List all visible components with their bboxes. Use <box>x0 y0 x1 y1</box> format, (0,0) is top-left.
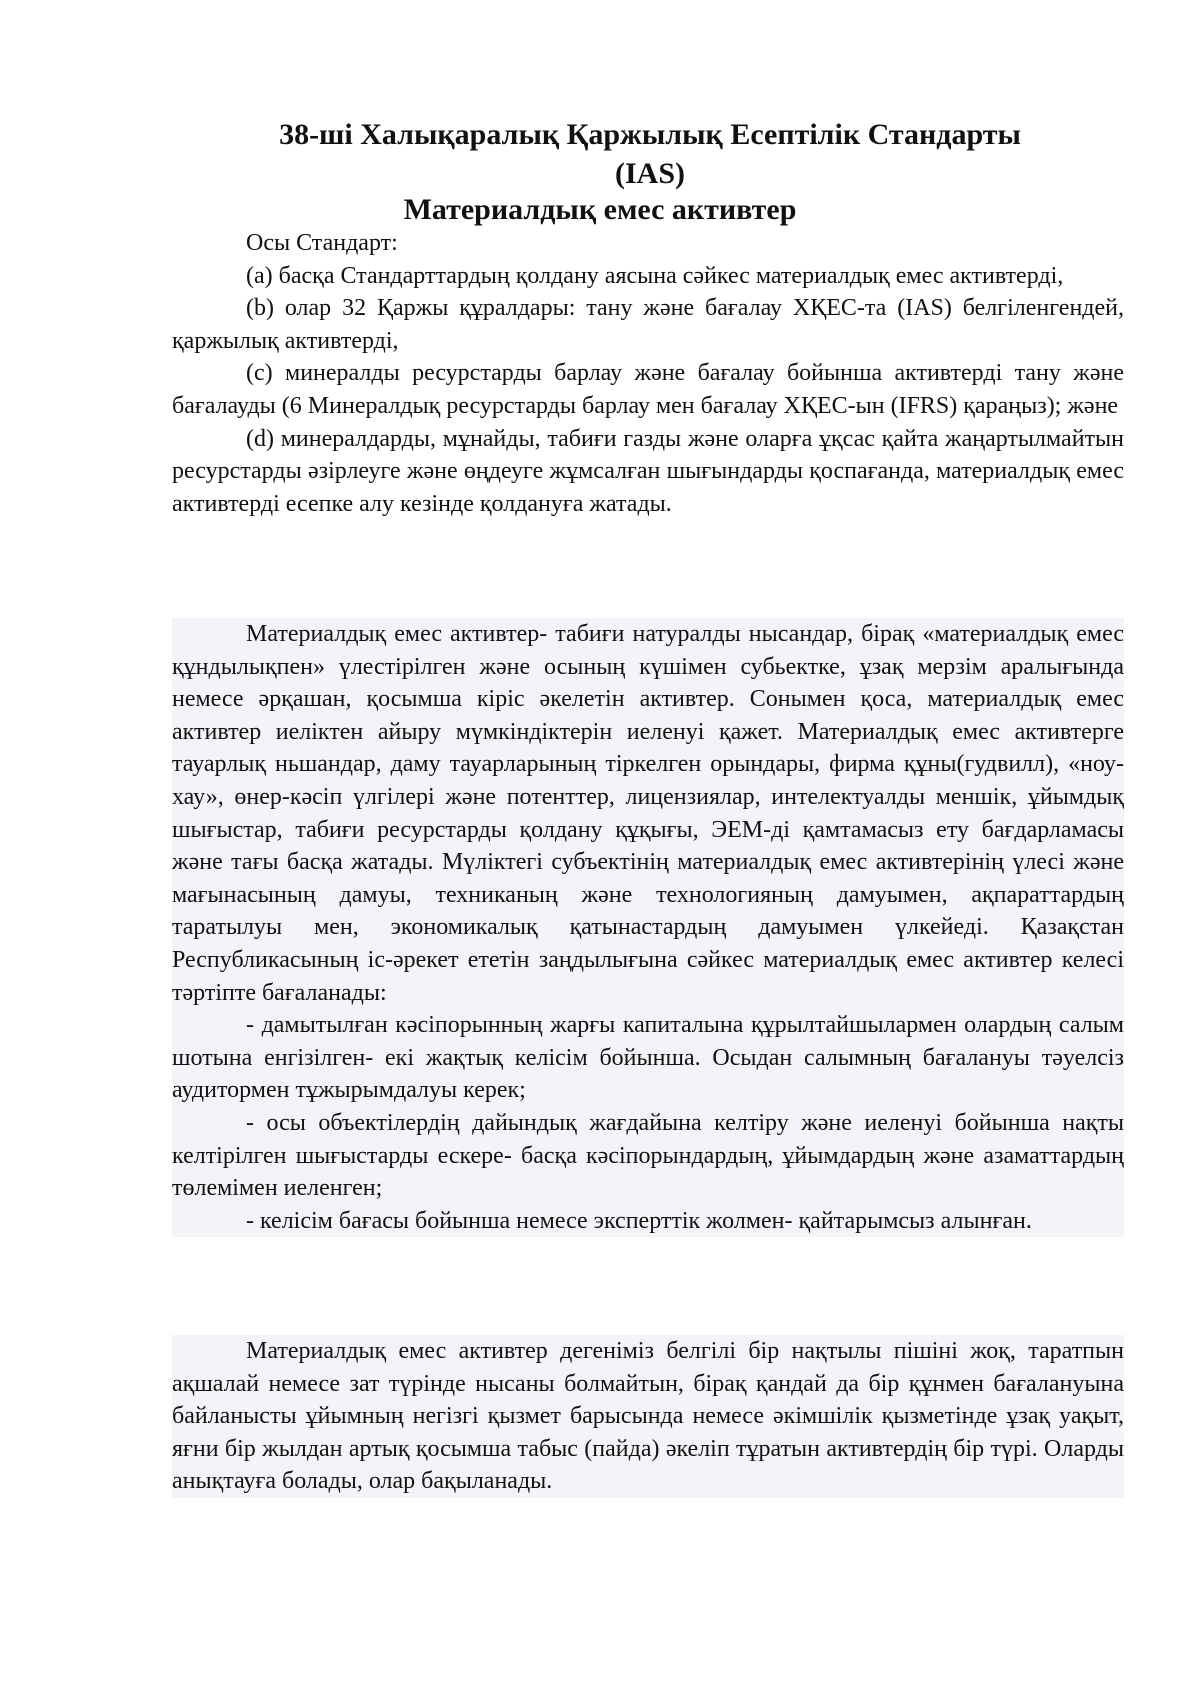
valuation-item: - дамытылған кәсіпорынның жарғы капиталына құрылтайшылармен олардың салым шотына енгізілген- екі жақтық келісім бойынша. Осыдан салымның бағалануы тәуелсіз аудитормен тұжырымдалуы керек; <box>172 1012 1124 1104</box>
scope-item-d: (d) минералдарды, мұнайды, табиғи газды және оларға ұқсас қайта жаңартылмайтын ресурстарды әзірлеуге және өңдеуге жұмсалған шығындарды қоспағанда, материалдық емес активтерді есепке алу кезінде қолдануға жатады. <box>172 425 1124 517</box>
document-title: 38-ші Халықаралық Қаржылық Есептілік Стандарты <box>279 118 1021 151</box>
closing-section <box>172 1335 1124 1498</box>
scope-lead: Осы Стандарт: <box>246 230 398 256</box>
scope-section <box>172 227 1124 520</box>
scope-item-c: (c) минералды ресурстарды барлау және бағалау бойынша активтерді тану және бағалауды (6 Минералдық ресурстарды барлау мен бағалау ХҚЕС-ын (IFRS) қараңыз); және <box>172 360 1124 419</box>
valuation-item: - осы объектілердің дайындық жағдайына келтіру және иеленуі бойынша нақты келтірілген шығыстарды ескере- басқа кәсіпорындардың, ұйымдардың және азаматтардың төлемімен иеленген; <box>172 1109 1124 1202</box>
closing-paragraph: Материалдық емес активтер дегеніміз белгілі бір нақтылы пішіні жоқ, таратпын ақшалай немесе зат түрінде нысаны болмайтын, бірақ қандай да бір құнмен бағалануына байланысты ұйымның негізгі қызмет барысында немесе әкімшілік қызметінде ұзақ уақыт, яғни бір жылдан артық қосымша табыс (пайда) әкеліп тұратын активтердің бір түрі. Оларды анықтауға болады, олар бақыланады. <box>172 1338 1124 1495</box>
definition-paragraph: Материалдық емес активтер- табиғи натуралды нысандар, бірақ «материалдық емес құндылықпен» үлестірілген және осының күшімен субьектке, ұзақ мерзім аралығында немесе әрқашан, қосымша кіріс әкелетін активтер. Сонымен қоса, материалдық емес активтер иеліктен айыру мүмкіндіктерін иеленуі қажет. Материалдық емес активтерге тауарлық ньшандар, даму тауарларының тіркелген орындары, фирма құны(гудвилл), «ноу-хау», өнер-кәсіп үлгілері және потенттер, лицензиялар, интелектуалды меншік, ұйымдық шығыстар, табиғи ресурстарды қолдану құқығы, ЭЕМ-ді қамтамасыз ету бағдарламасы және тағы басқа жатады. Мүліктегі субъектінің материалдық емес активтерінің үлесі және мағынасының дамуы, техниканың және технологияның дамуымен, ақпараттардың таратылуы мен, экономикалық қатынастардың дамуымен үлкейеді. Қазақстан Республикасының іс-әрекет ететін заңдылығына сәйкес материалдық емес активтер келесі тәртіпте бағаланады: <box>172 621 1124 1006</box>
scope-item-b: (b) олар 32 Қаржы құралдары: тану және бағалау ХҚЕС-та (IAS) белгіленгендей, қаржылық активтерді, <box>172 295 1124 354</box>
definition-section <box>172 618 1124 1237</box>
valuation-item: - келісім бағасы бойынша немесе эксперттік жолмен- қайтарымсыз алынған. <box>246 1207 1032 1234</box>
document-subtitle: Материалдық емес активтер <box>403 193 797 226</box>
scope-item-a: (а) басқа Стандарттардың қолдану аясына сәйкес материалдық емес активтерді, <box>246 262 1064 289</box>
document-title-standard-code: (IAS) <box>614 157 685 190</box>
